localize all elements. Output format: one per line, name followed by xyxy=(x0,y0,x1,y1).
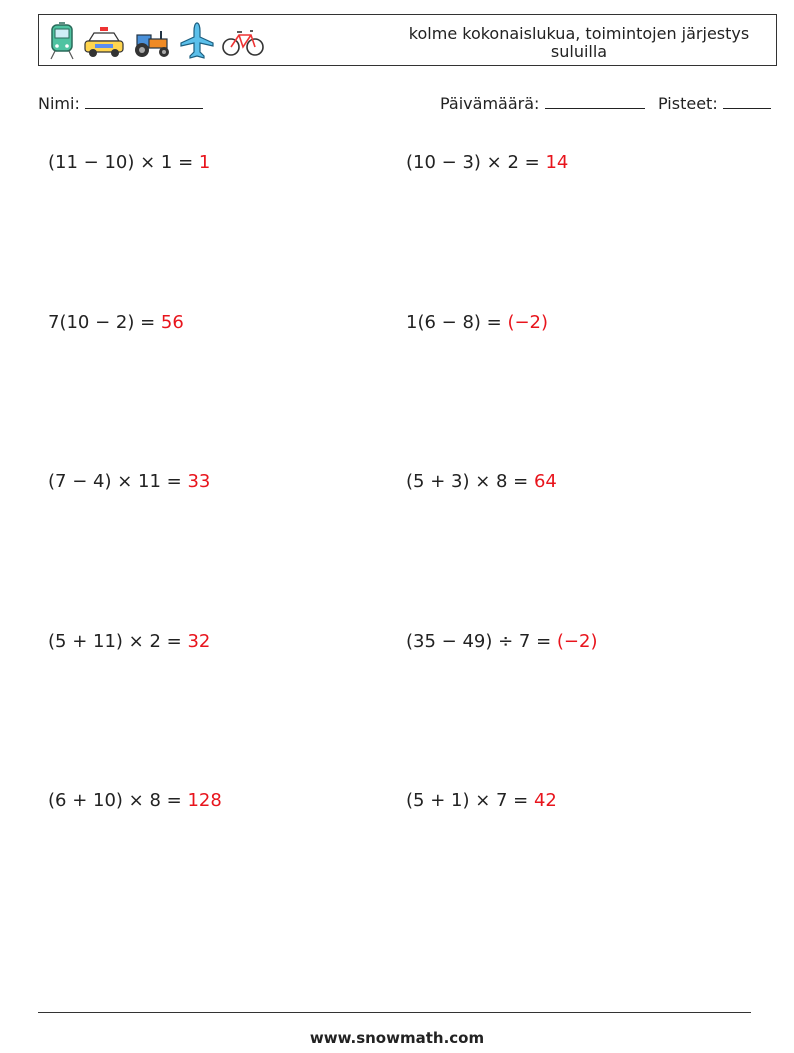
problem-8 xyxy=(406,631,597,652)
tram-icon xyxy=(47,21,77,61)
problem-5 xyxy=(48,471,210,492)
problem-expression: (5 + 11) × 2 = xyxy=(48,631,188,652)
score-label: Pisteet: xyxy=(658,94,718,113)
problem-expression: (11 − 10) × 1 = xyxy=(48,152,199,173)
problem-expression: 1(6 − 8) = xyxy=(406,312,508,333)
problem-9 xyxy=(48,790,222,811)
problem-answer: 1 xyxy=(198,152,211,173)
problem-7 xyxy=(48,631,210,652)
problem-answer: 42 xyxy=(533,790,557,811)
problem-expression: 7(10 − 2) = xyxy=(48,312,161,333)
airplane-icon xyxy=(179,21,215,61)
problem-expression: (5 + 1) × 7 = xyxy=(406,790,534,811)
problem-expression: (10 − 3) × 2 = xyxy=(406,152,546,173)
problem-answer: 32 xyxy=(187,631,211,652)
title-line-1: kolme kokonaislukua, toimintojen järjestys xyxy=(408,24,750,43)
name-label: Nimi: xyxy=(38,94,80,113)
bicycle-icon xyxy=(221,21,265,61)
score-blank[interactable] xyxy=(723,94,771,109)
worksheet-header xyxy=(38,14,777,66)
problem-answer: (−2) xyxy=(556,631,598,652)
problem-answer: 64 xyxy=(533,471,557,492)
icon-strip xyxy=(47,21,265,61)
problem-expression: (35 − 49) ÷ 7 = xyxy=(406,631,557,652)
footer-divider xyxy=(38,1012,751,1013)
worksheet-title xyxy=(399,25,759,61)
problem-4 xyxy=(406,312,548,333)
problem-expression: (6 + 10) × 8 = xyxy=(48,790,188,811)
problem-2 xyxy=(406,152,568,173)
name-field[interactable] xyxy=(38,94,203,113)
problem-expression: (7 − 4) × 11 = xyxy=(48,471,188,492)
problem-answer: 14 xyxy=(545,152,569,173)
problem-6 xyxy=(406,471,557,492)
date-blank[interactable] xyxy=(545,94,645,109)
footer-url[interactable]: www.snowmath.com xyxy=(309,1029,485,1047)
date-label: Päivämäärä: xyxy=(440,94,540,113)
problem-answer: 33 xyxy=(187,471,211,492)
problem-answer: (−2) xyxy=(507,312,549,333)
name-blank[interactable] xyxy=(85,94,203,109)
problem-answer: 56 xyxy=(160,312,184,333)
problem-10 xyxy=(406,790,557,811)
problem-expression: (5 + 3) × 8 = xyxy=(406,471,534,492)
problem-answer: 128 xyxy=(187,790,222,811)
score-field[interactable] xyxy=(658,94,771,113)
tractor-icon xyxy=(131,21,173,61)
title-line-2: suluilla xyxy=(550,42,608,61)
date-field[interactable] xyxy=(440,94,645,113)
problem-1 xyxy=(48,152,210,173)
police-car-icon xyxy=(83,21,125,61)
problem-3 xyxy=(48,312,184,333)
